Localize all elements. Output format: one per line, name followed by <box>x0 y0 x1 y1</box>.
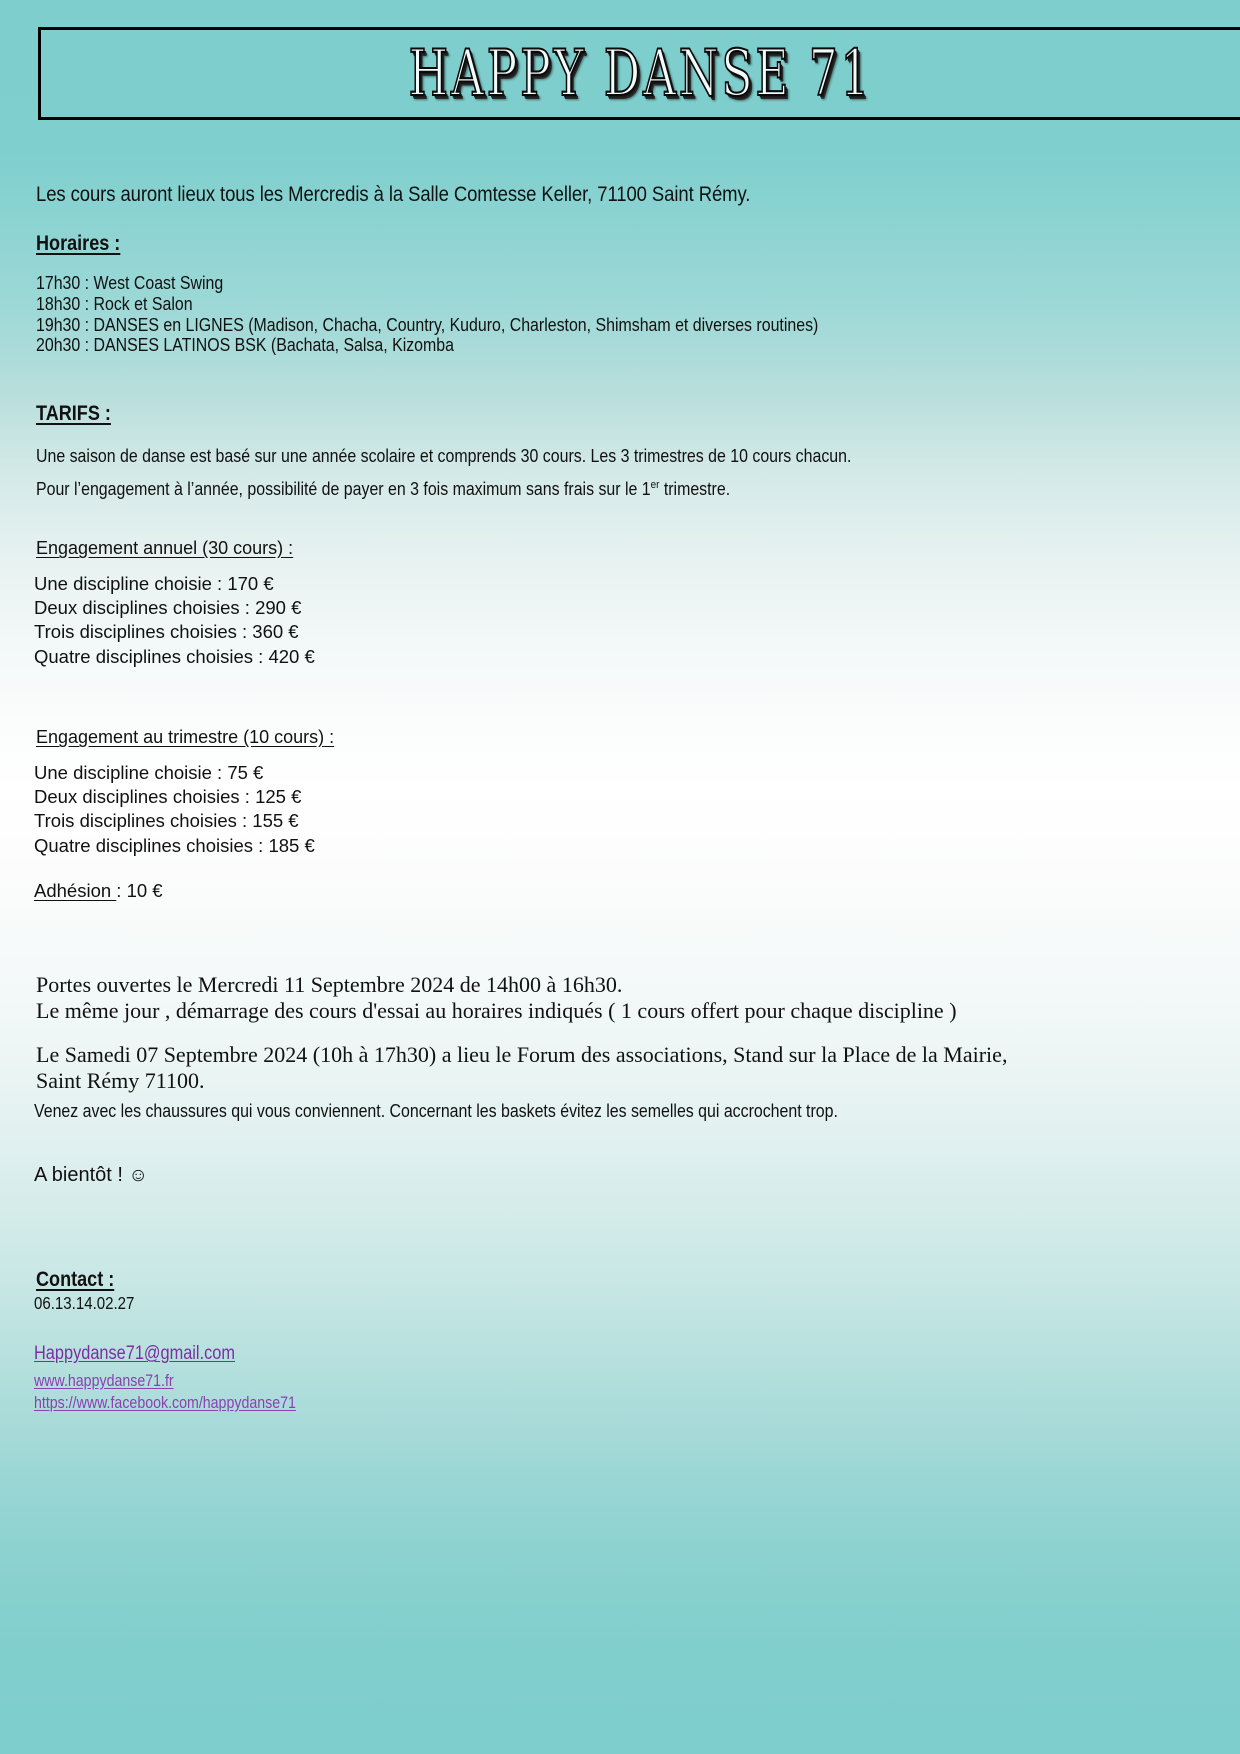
engagement-trimestre-label: Engagement au trimestre (10 cours) <box>36 727 325 747</box>
abientot-text: A bientôt ! <box>34 1164 123 1186</box>
price-row: Deux disciplines choisies : 290 € <box>34 597 302 619</box>
horaires-item-2: 18h30 : Rock et Salon <box>36 292 193 314</box>
adhesion-value: : 10 € <box>116 880 163 901</box>
engagement-annuel-colon: : <box>283 538 294 558</box>
horaires-item-1: 17h30 : West Coast Swing <box>36 272 224 293</box>
horaires-item-4: 20h30 : DANSES LATINOS BSK (Bachata, Salsa, Kizomba <box>36 334 454 356</box>
price-row: Trois disciplines choisies : 155 € <box>34 810 299 832</box>
contact-facebook-link[interactable]: https://www.facebook.com/happydanse71 <box>34 1394 296 1412</box>
contact-phone: 06.13.14.02.27 <box>34 1293 135 1313</box>
portes-line-1: Portes ouvertes le Mercredi 11 Septembre 2024 de 14h00 à 16h30. <box>36 972 623 997</box>
tarifs-heading: TARIFS : <box>36 402 111 425</box>
contact-heading: Contact : <box>36 1268 115 1291</box>
title-banner <box>38 27 1240 120</box>
adhesion-label: Adhésion <box>34 880 117 901</box>
price-row: Deux disciplines choisies : 125 € <box>34 786 302 808</box>
chaussures-note: Venez avec les chaussures qui vous conviennent. Concernant les baskets évitez les semelles qui accrochent trop. <box>34 1100 838 1121</box>
contact-website-link[interactable]: www.happydanse71.fr <box>34 1372 174 1390</box>
engagement-annuel-label: Engagement annuel (30 cours) <box>36 538 284 558</box>
adhesion-line <box>34 880 163 902</box>
paiement-prefix: Pour l’engagement à l’année, possibilité de payer en 3 fois maximum sans frais sur le 1 <box>36 478 651 499</box>
price-row: Trois disciplines choisies : 360 € <box>34 621 299 643</box>
engagement-annuel-heading <box>36 538 293 559</box>
price-row: Quatre disciplines choisies : 185 € <box>34 834 315 856</box>
horaires-heading: Horaires : <box>36 232 121 255</box>
portes-line-2: Le même jour , démarrage des cours d'essai au horaires indiqués ( 1 cours offert pour chaque discipline ) <box>36 998 957 1023</box>
paiement-ordinal-suffix: er <box>650 478 660 491</box>
forum-line-1: Le Samedi 07 Septembre 2024 (10h à 17h30) a lieu le Forum des associations, Stand sur la Place de la Mairie, <box>36 1042 1008 1067</box>
tarifs-paiement-text <box>36 478 730 500</box>
horaires-list <box>36 273 818 356</box>
engagement-trimestre-prices <box>34 761 315 858</box>
forum-line-2: Saint Rémy 71100. <box>36 1068 205 1093</box>
price-row: Une discipline choisie : 170 € <box>34 573 274 594</box>
intro-paragraph: Les cours auront lieux tous les Mercredis à la Salle Comtesse Keller, 71100 Saint Rémy. <box>36 182 751 206</box>
paiement-suffix: trimestre. <box>659 478 731 499</box>
engagement-trimestre-colon: : <box>324 727 335 747</box>
portes-ouvertes-paragraph <box>36 972 957 1024</box>
horaires-item-3: 19h30 : DANSES en LIGNES (Madison, Chacha, Country, Kuduro, Charleston, Shimsham et diverses routines) <box>36 313 819 335</box>
forum-associations-paragraph <box>36 1042 1007 1094</box>
engagement-annuel-prices <box>34 572 315 669</box>
abientot-line <box>34 1164 148 1187</box>
engagement-trimestre-heading <box>36 727 334 748</box>
price-row: Une discipline choisie : 75 € <box>34 762 264 783</box>
price-row: Quatre disciplines choisies : 420 € <box>34 645 315 667</box>
page-title: HAPPY DANSE 71 <box>408 36 873 111</box>
tarifs-saison-text: Une saison de danse est basé sur une année scolaire et comprends 30 cours. Les 3 trimestres de 10 cours chacun. <box>36 445 852 466</box>
smiley-icon: ☺ <box>128 1165 148 1186</box>
contact-email-link[interactable]: Happydanse71@gmail.com <box>34 1343 235 1364</box>
